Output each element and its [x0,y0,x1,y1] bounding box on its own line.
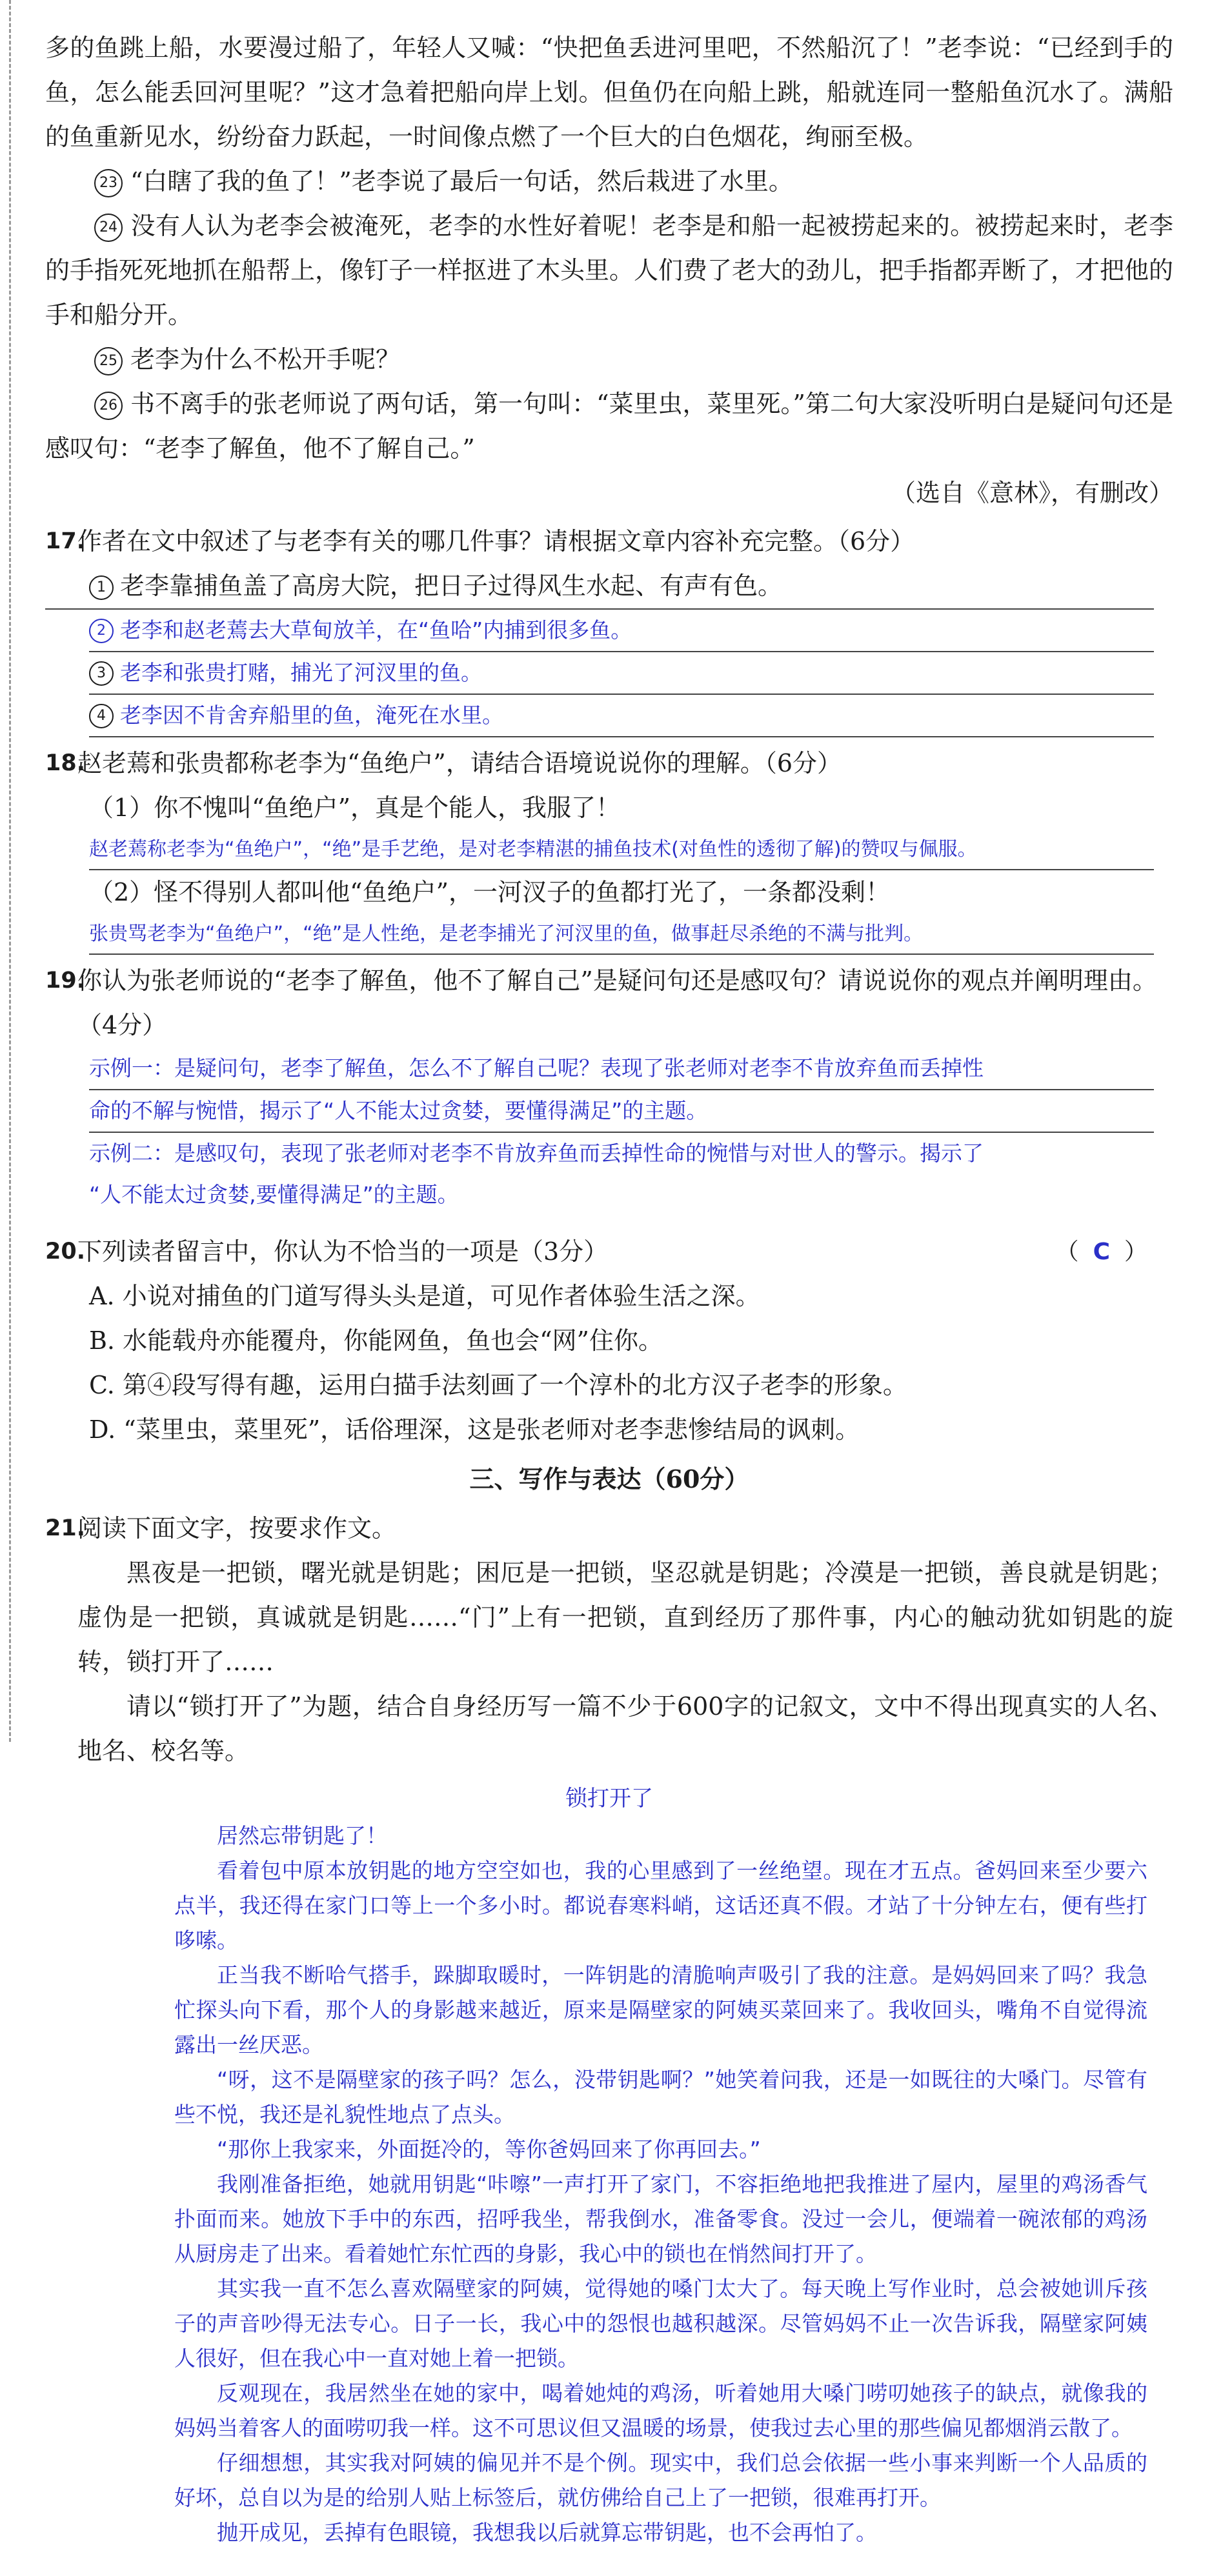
question-number: 21. [45,1515,86,1541]
q20-option-c: C. 第④段写得有趣，运用白描手法刻画了一个淳朴的北方汉子老李的形象。 [89,1371,907,1399]
essay-title: 锁打开了 [565,1786,653,1812]
story-paragraph-text: “白瞎了我的鱼了！”老李说了最后一句话，然后栽进了水里。 [130,167,793,195]
essay-paragraph: 反观现在，我居然坐在她的家中，喝着她炖的鸡汤，听着她用大嗓门唠叨她孩子的缺点，就像我的妈妈当着客人的面唠叨我一样。这不可思议但又温暖的场景，使我过去心里的那些偏见都烟消云散了。 [174,2381,1147,2441]
item-number-badge: 4 [89,704,114,728]
q18-answer-2: 张贵骂老李为“鱼绝户”，“绝”是人性绝，是老李捕光了河汊里的鱼，做事赶尽杀绝的不满与批判。 [89,915,1154,955]
question-number: 19. [45,968,86,993]
question-21 [45,1506,1173,1551]
essay-paragraph: 抛开成见，丢掉有色眼镜，我想我以后就算忘带钥匙，也不会再怕了。 [217,2520,877,2545]
answer-text: 老李因不肯舍弃船里的鱼，淹死在水里。 [120,703,503,728]
q17-answer-2 [89,610,1154,652]
essay-paragraph: 仔细想想，其实我对阿姨的偏见并不是个例。现实中，我们总会依据一些小事来判断一个人品质的好坏，总自以为是的给别人贴上标签后，就仿佛给自己上了一把锁，很难再打开。 [174,2450,1147,2510]
q19-answer-line-2: 命的不解与惋惜，揭示了“人不能太过贪婪，要懂得满足”的主题。 [89,1090,1154,1133]
q20-option-a: A. 小说对捕鱼的门道写得头头是道，可见作者体验生活之深。 [89,1282,760,1310]
essay-paragraph: 看着包中原本放钥匙的地方空空如也，我的心里感到了一丝绝望。现在才五点。爸妈回来至少要六点半，我还得在家门口等上一个多小时。都说春寒料峭，这话还真不假。才站了十分钟左右，便有些打哆嗦。 [174,1858,1147,1953]
item-number-badge: 2 [89,619,114,643]
section-title: 三、写作与表达（60分） [469,1464,749,1493]
paragraph-number-badge: 25 [94,347,123,375]
essay-paragraph: 正当我不断哈气搭手，跺脚取暖时，一阵钥匙的清脆响声吸引了我的注意。是妈妈回来了吗？我急忙探头向下看，那个人的身影越来越近，原来是隔壁家的阿姨买菜回来了。我收回头，嘴角不自觉得流露出一丝厌恶。 [174,1962,1147,2057]
q17-answer-4 [89,695,1154,737]
story-source: （选自《意林》，有删改） [891,479,1173,507]
essay-paragraph: “那你上我家来，外面挺冷的，等你爸妈回来了你再回去。” [217,2137,761,2162]
q20-option-d: D. “菜里虫，菜里死”，话俗理深，这是张老师对老李悲惨结局的讽刺。 [89,1415,860,1444]
question-stem: 作者在文中叙述了与老李有关的哪几件事？请根据文章内容补充完整。（6分） [77,527,915,555]
q18-answer-1: 赵老蔫称老李为“鱼绝户”，“绝”是手艺绝，是对老李精湛的捕鱼技术(对鱼性的透彻了解)的赞叹与佩服。 [89,830,1154,870]
answer-bracket: （ C ） [1055,1239,1147,1265]
paragraph-number-badge: 23 [94,169,123,197]
q19-answer-line-3: 示例二：是感叹句，表现了张老师对老李不肯放弃鱼而丢掉性命的惋惜与对世人的警示。揭示了 [89,1141,984,1166]
q21-requirement: 请以“锁打开了”为题，结合自身经历写一篇不少于600字的记叙文，文中不得出现真实的人名、地名、校名等。 [77,1692,1173,1765]
question-stem: 下列读者留言中，你认为不恰当的一项是（3分） [77,1237,609,1266]
story-paragraph-text: 没有人认为老李会被淹死，老李的水性好着呢！老李是和船一起被捞起来的。被捞起来时，老李的手指死死地抓在船帮上，像钉子一样抠进了木头里。人们费了老大的劲儿，把手指都弄断了，才把他的手和船分开。 [45,212,1174,329]
question-stem: 阅读下面文字，按要求作文。 [77,1514,397,1543]
story-paragraph-text: 书不离手的张老师说了两句话，第一句叫：“菜里虫，菜里死。”第二句大家没听明白是疑问句还是感叹句：“老李了解鱼，他不了解自己。” [45,390,1173,463]
question-18 [45,741,1173,786]
question-19 [45,959,1173,1048]
q17-answer-3 [89,652,1154,695]
q17-item-1 [45,564,1154,610]
essay-paragraph: 我刚准备拒绝，她就用钥匙“咔嚓”一声打开了家门，不容拒绝地把我推进了屋内，屋里的鸡汤香气扑面而来。她放下手中的东西，招呼我坐，帮我倒水，准备零食。没过一会儿，便端着一碗浓郁的鸡汤从厨房走了出来。看着她忙东忙西的身影，我心中的锁也在悄然间打开了。 [174,2172,1147,2266]
answer-text: 老李和张贵打赌，捕光了河汊里的鱼。 [120,660,482,685]
binding-margin-dashed-line [9,0,11,1742]
question-stem: 赵老蔫和张贵都称老李为“鱼绝户”，请结合语境说说你的理解。（6分） [77,749,842,777]
story-paragraph-text: 老李为什么不松开手呢？ [130,345,401,374]
story-paragraph-24 [45,204,1173,337]
chosen-answer: C [1093,1239,1110,1265]
question-17 [45,519,1173,564]
q18-sub-question-2: （2）怪不得别人都叫他“鱼绝户”，一河汊子的鱼都打光了，一条都没剩！ [89,878,891,906]
essay-paragraph: “呀，这不是隔壁家的孩子吗？怎么，没带钥匙啊？”她笑着问我，还是一如既往的大嗓门。尽管有些不悦，我还是礼貌性地点了点头。 [174,2067,1147,2127]
answer-text: 老李和赵老蔫去大草甸放羊，在“鱼哈”内捕到很多鱼。 [120,617,632,643]
q20-option-b: B. 水能载舟亦能覆舟，你能网鱼，鱼也会“网”住你。 [89,1326,663,1355]
q19-answer-line-1: 示例一：是疑问句，老李了解鱼，怎么不了解自己呢？表现了张老师对老李不肯放弃鱼而丢掉性 [89,1048,1154,1090]
question-number: 17. [45,528,86,554]
story-paragraph-23 [45,159,1173,204]
question-number: 20. [45,1239,86,1264]
q17-item-text: 老李靠捕鱼盖了高房大院，把日子过得风生水起、有声有色。 [120,572,783,600]
essay-paragraph: 其实我一直不怎么喜欢隔壁家的阿姨，觉得她的嗓门太大了。每天晚上写作业时，总会被她训斥孩子的声音吵得无法专心。日子一长，我心中的怨恨也越积越深。尽管妈妈不止一次告诉我，隔壁家阿姨人很好，但在我心中一直对她上着一把锁。 [174,2276,1147,2371]
question-number: 18. [45,750,86,776]
q21-material: 黑夜是一把锁，曙光就是钥匙；困厄是一把锁，坚忍就是钥匙；冷漠是一把锁，善良就是钥匙；虚伪是一把锁，真诚就是钥匙……“门”上有一把锁，直到经历了那件事，内心的触动犹如钥匙的旋转，锁打开了…… [77,1559,1173,1676]
item-number-badge: 3 [89,661,114,686]
paragraph-number-badge: 26 [94,392,123,420]
item-number-badge: 1 [89,575,114,600]
q18-sub-question-1: （1）你不愧叫“鱼绝户”，真是个能人，我服了！ [89,794,621,822]
worksheet-content [45,26,1173,2550]
essay-paragraph: 居然忘带钥匙了！ [217,1823,387,1848]
q19-answer-line-4: “人不能太过贪婪,要懂得满足”的主题。 [89,1182,459,1207]
paragraph-number-badge: 24 [94,214,123,242]
question-stem: 你认为张老师说的“老李了解鱼，他不了解自己”是疑问句还是感叹句？请说说你的观点并阐明理由。（4分） [77,966,1157,1039]
story-paragraph-25 [45,337,1173,382]
question-20 [45,1230,1173,1274]
story-paragraph-26 [45,382,1173,471]
story-paragraph-continued: 多的鱼跳上船，水要漫过船了，年轻人又喊：“快把鱼丢进河里吧，不然船沉了！”老李说：“已经到手的鱼，怎么能丢回河里呢？”这才急着把船向岸上划。但鱼仍在向船上跳，船就连同一整船鱼沉水了。满船的鱼重新见水，纷纷奋力跃起，一时间像点燃了一个巨大的白色烟花，绚丽至极。 [45,34,1173,151]
